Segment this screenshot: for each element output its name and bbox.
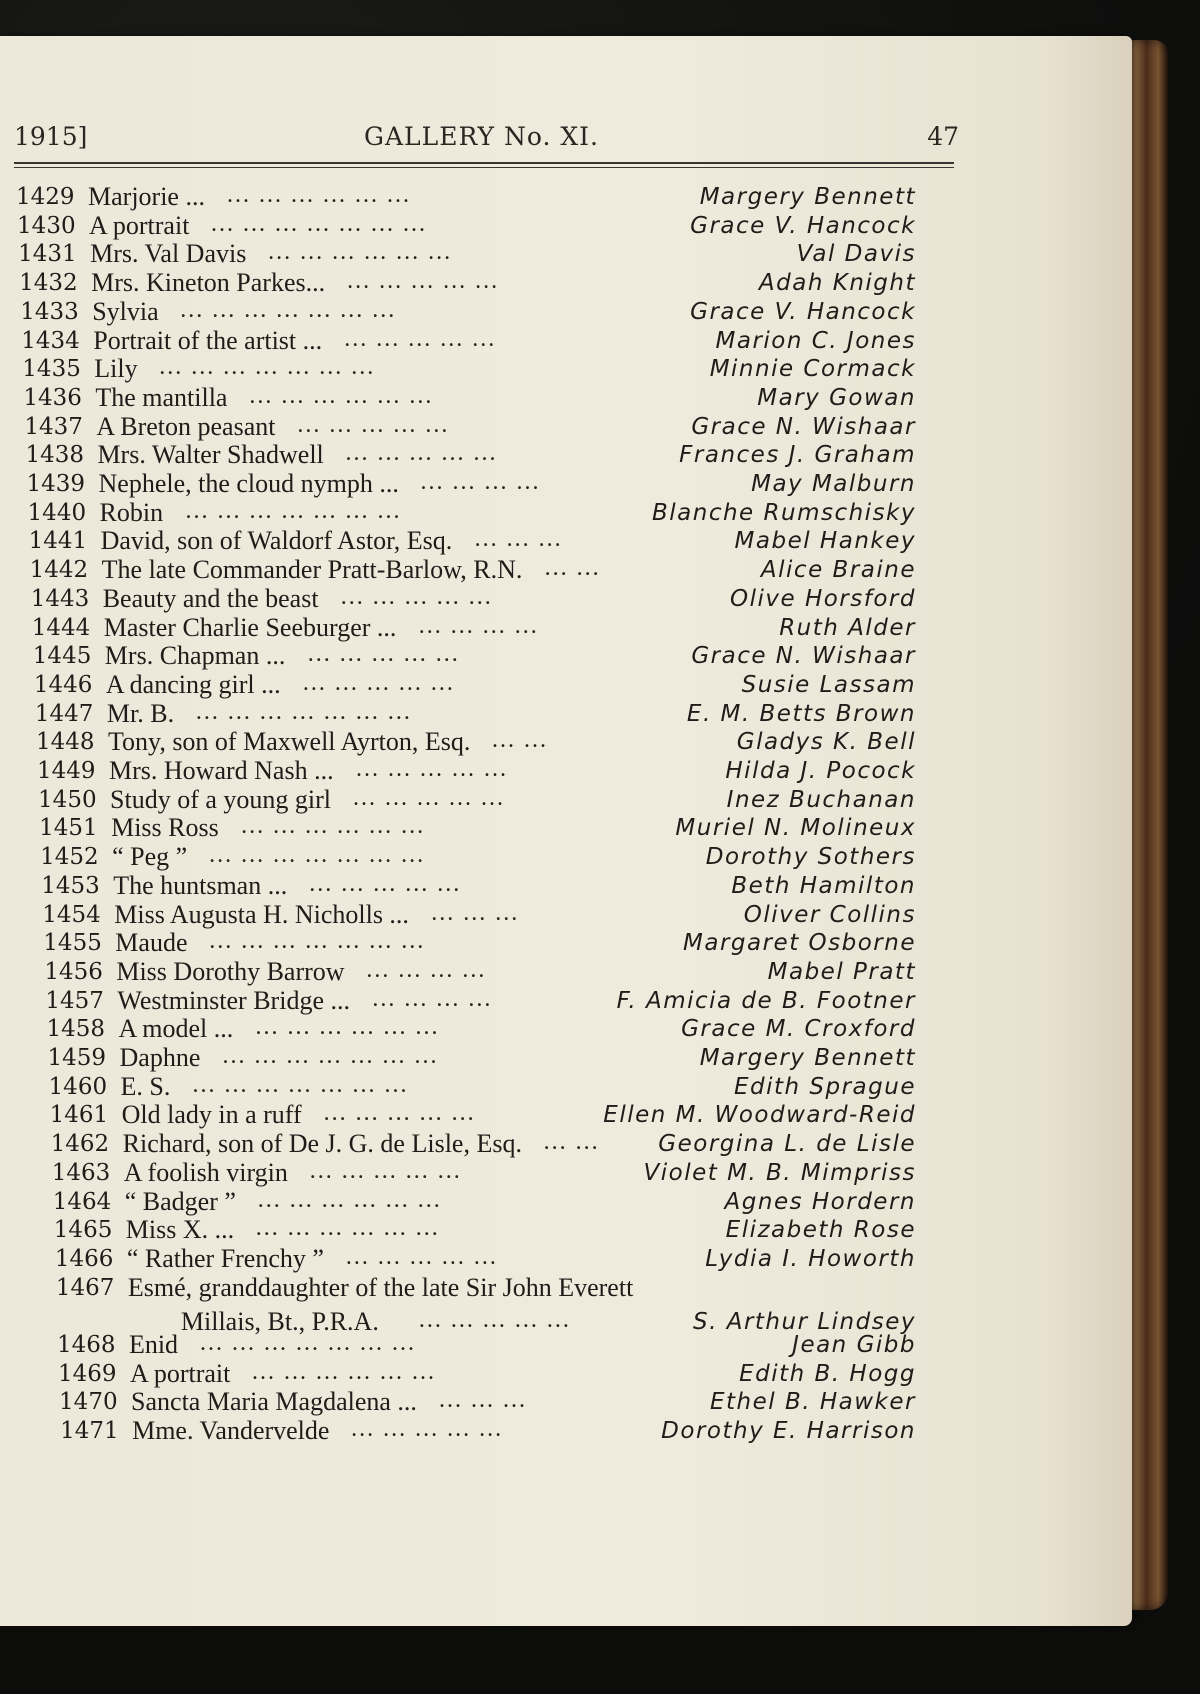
catalogue-entry (20, 297, 916, 327)
header-page-number: 47 (927, 122, 959, 151)
catalogue-entry (55, 1272, 916, 1336)
entry-title: Miss X. ... (125, 1215, 235, 1245)
leader-dots: ... ... ... ... ... (323, 1100, 476, 1127)
entry-artist: Edith B. Hogg (739, 1360, 916, 1387)
leader-dots: ... ... ... ... ... ... (249, 382, 434, 409)
entry-artist: Val Davis (796, 241, 916, 268)
entry-number: 1447 (34, 700, 94, 727)
leader-dots: ... ... ... ... ... ... ... (192, 1071, 409, 1098)
entry-artist: Frances J. Graham (679, 442, 916, 469)
entry-number: 1436 (23, 384, 82, 411)
entry-number: 1464 (52, 1188, 112, 1215)
leader-dots: ... ... (543, 1129, 600, 1156)
entry-title: Miss Augusta H. Nicholls ... (114, 899, 409, 929)
leader-dots: ... ... ... ... ... (356, 756, 508, 782)
catalogue-entry (45, 986, 916, 1016)
entry-artist: Marion C. Jones (715, 327, 916, 354)
catalogue-entry (59, 1387, 916, 1417)
entry-number: 1471 (60, 1418, 119, 1445)
entry-number: 1468 (56, 1332, 116, 1358)
leader-dots: ... ... ... ... ... ... ... (209, 928, 426, 955)
catalogue-entry (53, 1187, 916, 1217)
entry-title: Tony, son of Maxwell Ayrton, Esq. (107, 727, 471, 757)
entry-title: Portrait of the artist ... (93, 325, 323, 355)
entry-title-continued: Millais, Bt., P.R.A. (180, 1306, 379, 1336)
leader-dots: ... ... ... (439, 1387, 528, 1414)
catalogue-entry (37, 756, 916, 786)
catalogue-entry (43, 928, 916, 958)
entry-artist: Ellen M. Woodward-Reid (603, 1102, 916, 1129)
leader-dots: ... ... ... ... ... ... ... (209, 842, 426, 869)
leader-dots: ... ... ... ... ... (351, 1416, 504, 1443)
entry-artist: S. Arthur Lindsey (693, 1308, 916, 1335)
entry-artist: Edith Sprague (733, 1073, 916, 1100)
entry-number: 1446 (33, 671, 93, 698)
catalogue-entry (29, 526, 916, 556)
catalogue-entry (28, 498, 916, 528)
entry-number: 1456 (44, 958, 103, 985)
entry-title: “ Peg ” (112, 842, 188, 872)
entry-title: A dancing girl ... (105, 669, 281, 699)
entry-artist: Muriel N. Molineux (675, 815, 916, 842)
entry-artist: Margery Bennett (699, 1045, 916, 1071)
leader-dots: ... ... ... ... ... (344, 325, 497, 352)
catalogue-entry (24, 412, 916, 442)
catalogue-entry (19, 268, 916, 298)
entry-number: 1466 (54, 1245, 114, 1272)
entry-title: Sylvia (92, 296, 159, 326)
entry-artist: Oliver Collins (743, 901, 916, 928)
leader-dots: ... ... ... ... ... ... ... (211, 210, 428, 237)
entry-title: Mrs. Val Davis (90, 239, 247, 269)
entry-number: 1452 (40, 844, 99, 871)
entry-title: Mme. Vandervelde (132, 1416, 330, 1446)
catalogue-entry (55, 1244, 916, 1274)
entry-artist: Grace V. Hancock (690, 298, 916, 325)
catalogue-entry (21, 326, 916, 356)
leader-dots: ... ... ... ... ... ... (257, 1186, 442, 1213)
entry-number: 1448 (35, 729, 95, 756)
entry-number: 1470 (59, 1389, 118, 1416)
leader-dots: ... ... ... ... ... ... (227, 182, 411, 208)
entry-title: A foolish virgin (123, 1157, 288, 1187)
entry-artist: Lydia I. Howorth (705, 1245, 916, 1272)
entry-number: 1459 (47, 1045, 107, 1071)
entry-title: “ Rather Frenchy ” (126, 1243, 324, 1273)
entry-title: A portrait (89, 210, 190, 240)
entry-artist: Ethel B. Hawker (709, 1389, 916, 1416)
entry-title: Mrs. Kineton Parkes... (91, 268, 326, 298)
leader-dots: ... ... ... ... ... ... (268, 239, 453, 266)
entry-number: 1460 (48, 1073, 108, 1100)
entry-number: 1429 (16, 184, 75, 210)
entry-title: Nephele, the cloud nymph ... (98, 469, 399, 498)
leader-dots: ... ... ... (431, 899, 520, 926)
catalogue-entry (17, 211, 916, 241)
entry-artist: Margaret Osborne (683, 930, 916, 957)
entry-artist: Dorothy E. Harrison (661, 1418, 916, 1445)
catalogue-entry (16, 182, 916, 212)
catalogue-entry (27, 469, 917, 499)
entry-title: Mrs. Walter Shadwell (97, 440, 324, 470)
leader-dots: ... ... ... ... ... (418, 1306, 571, 1333)
entry-number: 1444 (31, 614, 91, 641)
entry-number: 1443 (30, 585, 90, 612)
leader-dots: ... ... ... ... ... ... ... (185, 497, 402, 524)
entry-number: 1440 (27, 499, 87, 526)
catalogue-entry (54, 1215, 916, 1245)
entry-artist: Blanche Rumschisky (651, 499, 916, 526)
entry-artist: Inez Buchanan (726, 786, 916, 813)
leader-dots: ... ... ... ... (372, 985, 493, 1012)
entry-title: Master Charlie Seeburger ... (103, 612, 397, 642)
catalogue-entry (22, 354, 916, 384)
entry-title: David, son of Waldorf Astor, Esq. (100, 526, 453, 556)
leader-dots: ... ... ... ... ... ... (255, 1215, 440, 1242)
leader-dots: ... ... ... ... ... (345, 1243, 498, 1270)
catalogue-entry (58, 1359, 916, 1389)
catalogue-entry (30, 555, 916, 585)
entry-title: Marjorie ... (88, 182, 205, 211)
catalogue-entry (18, 239, 916, 269)
entry-artist: Minnie Cormack (709, 356, 916, 383)
entry-title: A model ... (118, 1014, 234, 1044)
entry-number: 1469 (58, 1360, 117, 1387)
leader-dots: ... ... ... ... ... (340, 583, 493, 610)
catalogue-entry (57, 1330, 916, 1360)
entry-artist: Olive Horsford (729, 585, 916, 612)
entry-number: 1445 (32, 643, 92, 670)
entry-number: 1450 (38, 786, 97, 813)
entry-title: Westminster Bridge ... (117, 985, 350, 1015)
entry-artist: Dorothy Sothers (705, 844, 916, 871)
entry-artist: Grace N. Wishaar (691, 413, 916, 440)
catalogue-entry (36, 727, 916, 757)
leader-dots: ... ... ... ... ... ... ... (222, 1043, 439, 1069)
entry-number: 1457 (45, 987, 104, 1014)
leader-dots: ... ... (544, 555, 601, 582)
catalogue-entry (44, 957, 916, 987)
catalogue-entry (49, 1072, 916, 1102)
catalogue-entry (34, 670, 916, 700)
catalogue-entry (31, 584, 916, 614)
entry-artist: Grace M. Croxford (681, 1016, 916, 1043)
leader-dots: ... ... ... ... ... (307, 641, 460, 668)
entry-title: Enid (128, 1330, 179, 1359)
entry-artist: Grace V. Hancock (690, 212, 916, 239)
entry-artist: Georgina L. de Lisle (658, 1131, 916, 1158)
header-title: GALLERY No. XI. (364, 122, 599, 151)
entry-number: 1455 (43, 930, 102, 957)
catalogue-entry (35, 699, 916, 729)
entry-number: 1434 (21, 327, 80, 354)
catalogue-entry (41, 871, 916, 901)
entry-artist: Jean Gibb (792, 1332, 916, 1358)
entry-title: Daphne (119, 1043, 201, 1072)
leader-dots: ... ... ... ... ... (297, 411, 450, 438)
leader-dots: ... ... ... ... ... ... ... (195, 698, 412, 725)
entry-number: 1431 (18, 241, 77, 268)
entry-artist: Grace N. Wishaar (691, 643, 916, 670)
entry-title: The late Commander Pratt-Barlow, R.N. (101, 555, 523, 585)
catalogue-list (0, 182, 1132, 1542)
entry-number: 1449 (37, 758, 96, 784)
entry-number: 1454 (42, 901, 101, 928)
leader-dots: ... ... ... ... (418, 612, 539, 639)
entry-title: Study of a young girl (110, 784, 332, 814)
entry-title: Sancta Maria Magdalena ... (131, 1387, 417, 1417)
entry-artist: Elizabeth Rose (725, 1217, 916, 1244)
header-year: 1915] (14, 122, 88, 151)
entry-title: A portrait (130, 1358, 231, 1388)
entry-number: 1432 (19, 270, 78, 297)
entry-artist: Mary Gowan (757, 384, 916, 411)
catalogue-entry (32, 613, 916, 643)
entry-title: A Breton peasant (96, 411, 276, 441)
entry-artist: Alice Braine (760, 557, 916, 584)
leader-dots: ... ... ... ... ... ... ... (199, 1330, 416, 1356)
catalogue-entry (42, 900, 916, 930)
leader-dots: ... ... ... (474, 526, 563, 553)
entry-title: E. S. (120, 1071, 171, 1101)
entry-number: 1438 (25, 442, 84, 469)
leader-dots: ... ... ... ... ... ... (241, 813, 426, 840)
leader-dots: ... ... ... ... ... (302, 669, 455, 696)
entry-title: The huntsman ... (113, 870, 288, 900)
entry-artist: Mabel Pratt (767, 958, 916, 985)
entry-artist: Beth Hamilton (731, 872, 916, 899)
catalogue-entry (46, 1014, 916, 1044)
entry-title: Beauty and the beast (102, 583, 319, 613)
entry-number: 1451 (39, 815, 98, 842)
leader-dots: ... ... ... ... ... (347, 268, 500, 295)
entry-title: Robin (99, 497, 164, 527)
entry-title: Maude (115, 928, 188, 958)
catalogue-entry (60, 1416, 916, 1446)
entry-artist: Adah Knight (758, 270, 916, 297)
leader-dots: ... ... ... ... ... ... ... (159, 354, 376, 381)
leader-dots: ... ... ... ... ... (309, 1157, 462, 1184)
entry-number: 1458 (46, 1016, 105, 1043)
entry-number: 1453 (41, 872, 100, 899)
catalogue-entry (39, 813, 916, 843)
entry-artist: Gladys K. Bell (736, 729, 916, 756)
entry-title: Miss Dorothy Barrow (116, 956, 345, 986)
leader-dots: ... ... ... ... ... ... (255, 1014, 440, 1041)
leader-dots: ... ... ... ... (420, 469, 541, 495)
catalogue-entry (48, 1043, 917, 1073)
entry-title: Mrs. Howard Nash ... (109, 756, 334, 785)
entry-artist: Violet M. B. Mimpriss (643, 1159, 916, 1186)
catalogue-entry (51, 1129, 916, 1159)
leader-dots: ... ... (491, 727, 548, 754)
entry-title: Richard, son of De J. G. de Lisle, Esq. (122, 1129, 522, 1159)
entry-number: 1430 (17, 212, 76, 239)
entry-artist: Agnes Hordern (724, 1188, 916, 1215)
catalogue-entry (40, 842, 916, 872)
entry-title: Lily (94, 354, 138, 384)
entry-number: 1442 (29, 557, 89, 584)
entry-artist: Margery Bennett (699, 184, 916, 210)
entry-artist: Mabel Hankey (734, 528, 916, 555)
entry-title: Mr. B. (106, 698, 175, 728)
entry-number: 1437 (24, 413, 83, 440)
entry-artist: Ruth Alder (779, 614, 916, 641)
leader-dots: ... ... ... ... ... (309, 870, 462, 897)
entry-number: 1441 (28, 528, 88, 555)
page-header (14, 122, 959, 162)
leader-dots: ... ... ... ... ... ... (252, 1358, 436, 1385)
entry-title: Esmé, granddaughter of the late Sir John Everett (127, 1272, 634, 1302)
header-rule-thin (14, 167, 954, 168)
entry-number: 1439 (26, 471, 86, 497)
entry-number: 1462 (50, 1131, 110, 1158)
entry-title: “ Badger ” (124, 1186, 236, 1216)
entry-title: Old lady in a ruff (121, 1100, 302, 1130)
catalogue-entry (50, 1100, 916, 1130)
entry-title: Miss Ross (111, 813, 219, 843)
entry-artist: Susie Lassam (741, 671, 916, 698)
catalogue-entry (38, 785, 916, 815)
catalogue-entry (33, 641, 916, 671)
catalogue-entry (25, 440, 916, 470)
entry-number: 1433 (20, 298, 79, 325)
entry-title: The mantilla (95, 382, 228, 412)
entry-number: 1435 (22, 356, 81, 383)
entry-artist: Hilda J. Pocock (725, 758, 916, 784)
entry-artist: E. M. Betts Brown (686, 700, 916, 727)
entry-number: 1463 (51, 1159, 111, 1186)
entry-artist: May Malburn (751, 471, 916, 497)
leader-dots: ... ... ... ... (366, 956, 487, 983)
catalogue-entry (23, 383, 916, 413)
leader-dots: ... ... ... ... ... (353, 784, 506, 811)
catalogue-entry (52, 1158, 916, 1188)
entry-number: 1467 (55, 1274, 115, 1301)
leader-dots: ... ... ... ... ... (345, 440, 498, 467)
entry-title: Mrs. Chapman ... (104, 641, 286, 671)
entry-number: 1461 (49, 1102, 109, 1129)
entry-artist: F. Amicia de B. Footner (616, 987, 916, 1014)
leader-dots: ... ... ... ... ... ... ... (180, 296, 397, 323)
header-rule (14, 162, 954, 164)
entry-number: 1465 (53, 1217, 113, 1244)
